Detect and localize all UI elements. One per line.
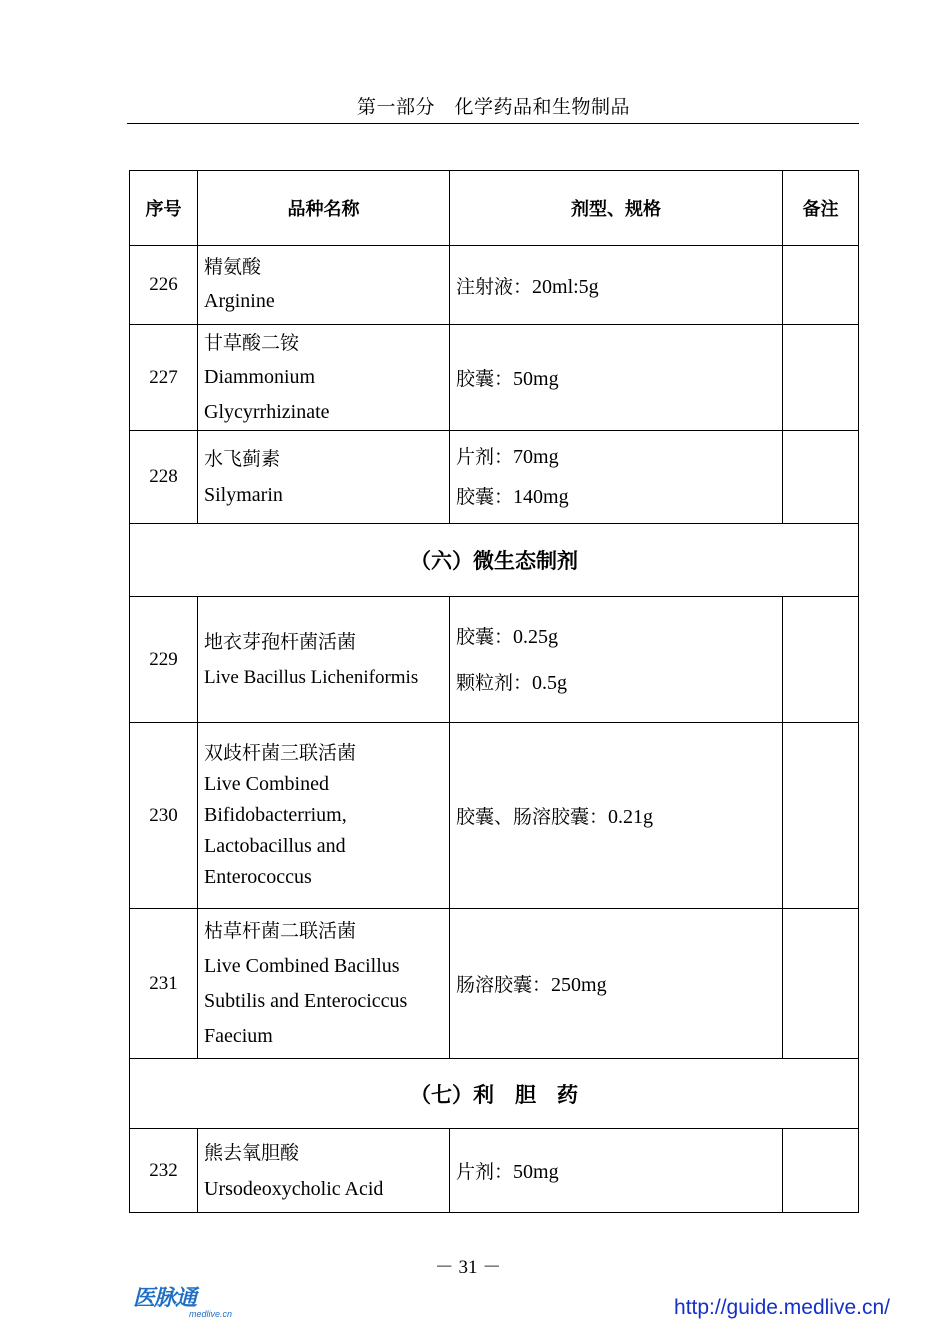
spec-line (456, 614, 782, 660)
name-zh: 熊去氧胆酸 (204, 1141, 300, 1164)
spec-line (456, 437, 782, 477)
spec-form: 胶囊： (456, 486, 514, 508)
table-row (130, 431, 859, 524)
spec-value: 140mg (513, 486, 569, 508)
row-spec (450, 325, 783, 431)
name-en: Enterococcus (204, 866, 312, 888)
row-note (783, 597, 859, 723)
logo-subtext: medlive.cn (189, 1309, 233, 1319)
name-en: Ursodeoxycholic Acid (204, 1177, 384, 1200)
drug-table (129, 170, 859, 1213)
table-row (130, 246, 859, 325)
spec-form: 片剂： (456, 1161, 514, 1183)
table-row (130, 909, 859, 1059)
name-zh: 双歧杆菌三联活菌 (204, 742, 357, 764)
section-title: （七）利 胆 药 (130, 1059, 859, 1129)
row-note (783, 1129, 859, 1213)
spec-value: 50mg (513, 368, 559, 390)
header-note: 备注 (783, 171, 859, 246)
row-spec (450, 1129, 783, 1213)
name-en: Diammonium (204, 365, 316, 388)
table-row (130, 597, 859, 723)
spec-value: 50mg (513, 1161, 559, 1183)
section-title: （六）微生态制剂 (130, 524, 859, 597)
spec-value: 0.25g (513, 625, 559, 648)
section-row (130, 1059, 859, 1129)
table-row (130, 1129, 859, 1213)
spec-value: 0.5g (532, 671, 568, 694)
name-zh: 精氨酸 (204, 256, 262, 278)
name-en: Silymarin (204, 484, 283, 506)
row-num: 230 (130, 723, 198, 909)
row-note (783, 723, 859, 909)
page-header-title: 第一部分 化学药品和生物制品 (356, 96, 630, 118)
row-name (198, 431, 450, 524)
spec-form: 胶囊： (456, 368, 514, 390)
header-spec: 剂型、规格 (450, 171, 783, 246)
spec-line (456, 272, 782, 299)
spec-value: 70mg (513, 446, 559, 468)
spec-line (456, 477, 782, 517)
name-zh: 甘草酸二铵 (204, 331, 300, 354)
row-spec (450, 246, 783, 325)
spec-form: 肠溶胶囊： (456, 974, 552, 996)
name-en: Live Combined (204, 773, 329, 795)
table-row (130, 325, 859, 431)
spec-line (456, 1157, 782, 1184)
spec-form: 胶囊： (456, 625, 514, 648)
row-num: 231 (130, 909, 198, 1059)
table-header-row (130, 171, 859, 246)
table-row (130, 723, 859, 909)
row-name (198, 1129, 450, 1213)
section-row (130, 524, 859, 597)
spec-value: 20ml:5g (532, 275, 599, 298)
logo-text: 医脉通 (133, 1286, 197, 1311)
row-note (783, 431, 859, 524)
page-number: － 31 － (434, 1257, 502, 1278)
row-num: 228 (130, 431, 198, 524)
spec-line (456, 364, 782, 391)
footer-url-link[interactable]: http://guide.medlive.cn/ (674, 1296, 890, 1319)
spec-value: 0.21g (608, 806, 654, 828)
name-en: Arginine (204, 290, 275, 312)
row-note (783, 246, 859, 325)
name-zh: 水飞蓟素 (204, 448, 281, 470)
row-spec (450, 909, 783, 1059)
header-num: 序号 (130, 171, 198, 246)
row-name (198, 909, 450, 1059)
spec-form: 颗粒剂： (456, 671, 533, 694)
name-en: Bifidobacterrium, (204, 804, 347, 826)
row-spec (450, 597, 783, 723)
medlive-logo (133, 1281, 243, 1321)
header-rule (127, 123, 859, 124)
name-en: Faecium (204, 1024, 273, 1047)
name-en: Live Bacillus Licheniformis (204, 666, 419, 688)
name-zh: 枯草杆菌二联活菌 (204, 919, 357, 942)
spec-line (456, 802, 782, 829)
row-name (198, 597, 450, 723)
spec-value: 250mg (551, 974, 607, 996)
row-note (783, 909, 859, 1059)
row-num: 226 (130, 246, 198, 325)
row-num: 227 (130, 325, 198, 431)
row-name (198, 246, 450, 325)
row-spec (450, 431, 783, 524)
header-name: 品种名称 (198, 171, 450, 246)
name-en: Lactobacillus and (204, 835, 346, 857)
name-en: Live Combined Bacillus (204, 954, 400, 977)
spec-form: 胶囊、肠溶胶囊： (456, 806, 609, 828)
name-en: Subtilis and Enterociccus (204, 989, 408, 1012)
spec-form: 注射液： (456, 275, 533, 298)
row-note (783, 325, 859, 431)
row-num: 232 (130, 1129, 198, 1213)
row-name (198, 325, 450, 431)
name-zh: 地衣芽孢杆菌活菌 (204, 630, 357, 653)
spec-line (456, 660, 782, 706)
row-spec (450, 723, 783, 909)
row-name (198, 723, 450, 909)
name-en: Glycyrrhizinate (204, 400, 330, 423)
spec-form: 片剂： (456, 446, 514, 468)
spec-line (456, 970, 782, 997)
row-num: 229 (130, 597, 198, 723)
